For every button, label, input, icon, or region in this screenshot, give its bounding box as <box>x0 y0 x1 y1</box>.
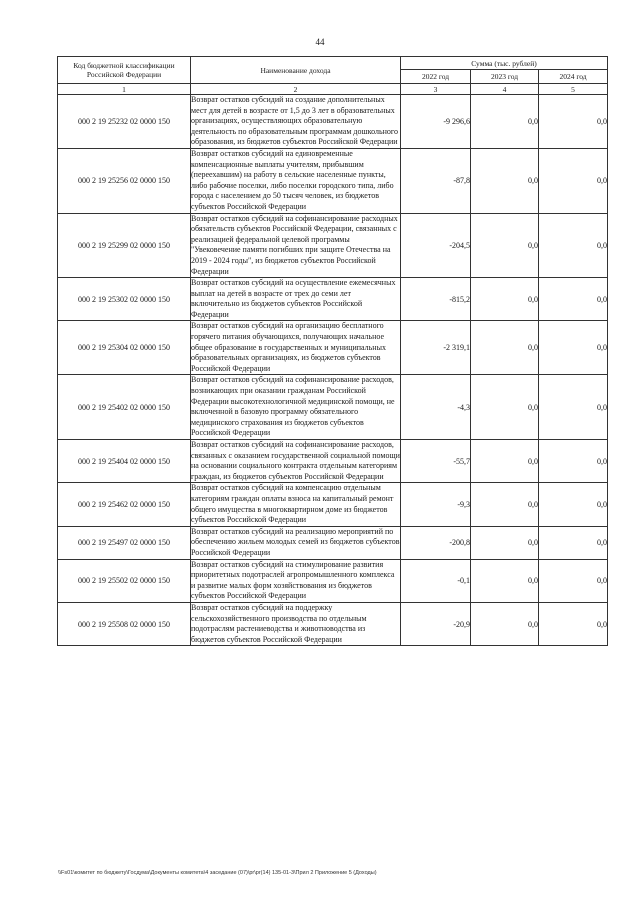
page-number: 44 <box>315 37 325 47</box>
revenue-name-cell: Возврат остатков субсидий на осуществление ежемесячных выплат на детей в возрасте от трех до семи лет включительно из бюджетов субъектов Российской Федерации <box>191 278 401 321</box>
header-year-2023: 2023 год <box>471 70 539 84</box>
amount-2024-cell: 0,0 <box>539 526 608 559</box>
amount-2022-cell: -20,9 <box>401 602 471 645</box>
amount-2022-cell: -2 319,1 <box>401 321 471 375</box>
budget-code-cell: 000 2 19 25299 02 0000 150 <box>58 213 191 278</box>
table-row <box>58 559 608 602</box>
amount-2022-cell: -9,3 <box>401 483 471 526</box>
table-row <box>58 440 608 483</box>
table-row <box>58 213 608 278</box>
budget-code-cell: 000 2 19 25462 02 0000 150 <box>58 483 191 526</box>
budget-revenue-table <box>57 56 608 646</box>
revenue-name-cell: Возврат остатков субсидий на стимулирование развития приоритетных подотраслей агропромышленного комплекса и развитие малых форм хозяйствования из бюджетов субъектов Российской Федерации <box>191 559 401 602</box>
header-code: Код бюджетной классификации Российской Федерации <box>58 57 191 84</box>
amount-2023-cell: 0,0 <box>471 440 539 483</box>
amount-2024-cell: 0,0 <box>539 95 608 149</box>
amount-2023-cell: 0,0 <box>471 526 539 559</box>
amount-2024-cell: 0,0 <box>539 483 608 526</box>
revenue-name-cell: Возврат остатков субсидий на компенсацию отдельным категориям граждан оплаты взноса на капитальный ремонт общего имущества в многоквартирном доме из бюджетов субъектов Российской Федерации <box>191 483 401 526</box>
column-number: 4 <box>471 84 539 95</box>
revenue-name-cell: Возврат остатков субсидий на софинансирование расходов, связанных с оказанием государственной социальной помощи на основании социального контракта отдельным категориям граждан, из бюджетов субъектов Российской Федерации <box>191 440 401 483</box>
footer-file-path: \\Fs01\комитет по бюджету\Госдума\Документы комитета\4 заседание (07)\pr\pr(14) 135-01-3\Прил 2 Приложение 5 (Доходы) <box>58 870 377 876</box>
revenue-name-cell: Возврат остатков субсидий на организацию бесплатного горячего питания обучающихся, получающих начальное общее образование в государственных и муниципальных образовательных организациях, из бюджетов субъектов Российской Федерации <box>191 321 401 375</box>
amount-2024-cell: 0,0 <box>539 321 608 375</box>
budget-code-cell: 000 2 19 25502 02 0000 150 <box>58 559 191 602</box>
column-number: 2 <box>191 84 401 95</box>
revenue-name-cell: Возврат остатков субсидий на поддержку сельскохозяйственного производства по отдельным подотраслям растениеводства и животноводства из бюджетов субъектов Российской Федерации <box>191 602 401 645</box>
table-row <box>58 321 608 375</box>
header-year-2022: 2022 год <box>401 70 471 84</box>
column-number: 1 <box>58 84 191 95</box>
amount-2023-cell: 0,0 <box>471 559 539 602</box>
table-row <box>58 375 608 440</box>
amount-2022-cell: -204,5 <box>401 213 471 278</box>
amount-2023-cell: 0,0 <box>471 375 539 440</box>
revenue-name-cell: Возврат остатков субсидий на софинансирование расходных обязательств субъектов Российской Федерации, связанных с реализацией федеральной целевой программы "Увековечение памяти погибших при защите Отечества на 2019 - 2024 годы", из бюджетов субъектов Российской Федерации <box>191 213 401 278</box>
amount-2023-cell: 0,0 <box>471 213 539 278</box>
revenue-name-cell: Возврат остатков субсидий на создание дополнительных мест для детей в возрасте от 1,5 до 3 лет в образовательных организациях, осуществляющих образовательную деятельность по образовательным программам дошкольного образования, из бюджетов субъектов Российской Федерации <box>191 95 401 149</box>
amount-2023-cell: 0,0 <box>471 321 539 375</box>
amount-2022-cell: -4,3 <box>401 375 471 440</box>
revenue-name-cell: Возврат остатков субсидий на реализацию мероприятий по обеспечению жильем молодых семей из бюджетов субъектов Российской Федерации <box>191 526 401 559</box>
amount-2022-cell: -9 296,6 <box>401 95 471 149</box>
revenue-name-cell: Возврат остатков субсидий на единовременные компенсационные выплаты учителям, прибывшим (переехавшим) на работу в сельские населенные пункты, либо рабочие поселки, либо поселки городского типа, либо города с населением до 50 тысяч человек, из бюджетов субъектов Российской Федерации <box>191 148 401 213</box>
table-row <box>58 483 608 526</box>
amount-2024-cell: 0,0 <box>539 375 608 440</box>
table-body <box>58 95 608 646</box>
table-row <box>58 526 608 559</box>
table-row <box>58 278 608 321</box>
amount-2024-cell: 0,0 <box>539 440 608 483</box>
amount-2024-cell: 0,0 <box>539 278 608 321</box>
header-name: Наименование дохода <box>191 57 401 84</box>
amount-2022-cell: -200,8 <box>401 526 471 559</box>
amount-2024-cell: 0,0 <box>539 602 608 645</box>
column-number: 3 <box>401 84 471 95</box>
header-sum: Сумма (тыс. рублей) <box>401 57 608 70</box>
budget-code-cell: 000 2 19 25497 02 0000 150 <box>58 526 191 559</box>
budget-code-cell: 000 2 19 25404 02 0000 150 <box>58 440 191 483</box>
budget-code-cell: 000 2 19 25256 02 0000 150 <box>58 148 191 213</box>
amount-2024-cell: 0,0 <box>539 559 608 602</box>
budget-code-cell: 000 2 19 25302 02 0000 150 <box>58 278 191 321</box>
amount-2022-cell: -87,8 <box>401 148 471 213</box>
amount-2023-cell: 0,0 <box>471 95 539 149</box>
table-row <box>58 602 608 645</box>
amount-2022-cell: -55,7 <box>401 440 471 483</box>
budget-code-cell: 000 2 19 25304 02 0000 150 <box>58 321 191 375</box>
revenue-name-cell: Возврат остатков субсидий на софинансирование расходов, возникающих при оказании гражданам Российской Федерации высокотехнологичной медицинской помощи, не включенной в базовую программу обязательного медицинского страхования из бюджетов субъектов Российской Федерации <box>191 375 401 440</box>
column-number: 5 <box>539 84 608 95</box>
amount-2023-cell: 0,0 <box>471 602 539 645</box>
amount-2023-cell: 0,0 <box>471 483 539 526</box>
amount-2024-cell: 0,0 <box>539 148 608 213</box>
budget-code-cell: 000 2 19 25402 02 0000 150 <box>58 375 191 440</box>
amount-2022-cell: -0,1 <box>401 559 471 602</box>
table-row <box>58 95 608 149</box>
table-row <box>58 148 608 213</box>
amount-2022-cell: -815,2 <box>401 278 471 321</box>
budget-code-cell: 000 2 19 25508 02 0000 150 <box>58 602 191 645</box>
amount-2023-cell: 0,0 <box>471 278 539 321</box>
header-year-2024: 2024 год <box>539 70 608 84</box>
amount-2023-cell: 0,0 <box>471 148 539 213</box>
amount-2024-cell: 0,0 <box>539 213 608 278</box>
budget-code-cell: 000 2 19 25232 02 0000 150 <box>58 95 191 149</box>
